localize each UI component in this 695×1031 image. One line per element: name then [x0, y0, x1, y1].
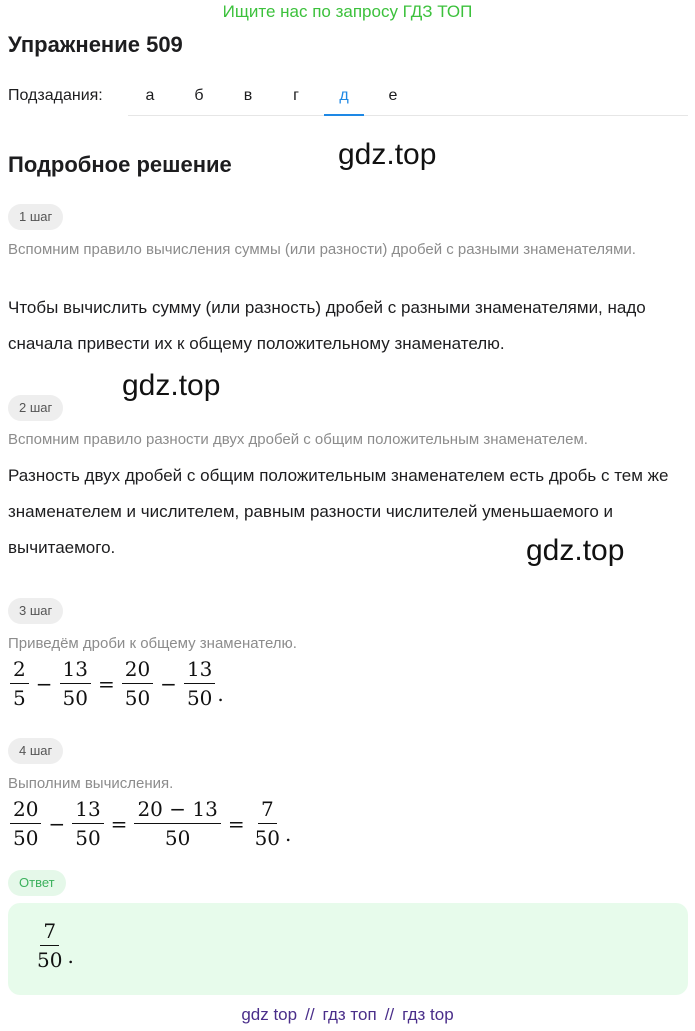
- step-2-badge: 2 шаг: [8, 395, 63, 421]
- denominator: 50: [62, 686, 88, 710]
- tab-b[interactable]: б: [194, 87, 204, 104]
- denominator: 50: [13, 826, 39, 850]
- numerator: 13: [72, 797, 103, 824]
- numerator: 20 − 13: [134, 797, 220, 824]
- numerator: 13: [184, 657, 215, 684]
- fraction: [60, 657, 91, 710]
- fraction: [34, 919, 65, 972]
- denominator: 50: [75, 826, 101, 850]
- minus-sign: −: [48, 811, 66, 836]
- watermark: gdz.top: [338, 138, 437, 171]
- equals-sign: =: [110, 811, 128, 836]
- period: .: [67, 944, 74, 968]
- denominator: 50: [37, 948, 63, 972]
- fraction: [134, 797, 220, 850]
- numerator: 20: [10, 797, 41, 824]
- step-4-hint: Выполним вычисления.: [8, 775, 174, 792]
- fraction: [10, 797, 41, 850]
- answer-badge: Ответ: [8, 870, 66, 896]
- period: .: [285, 822, 292, 846]
- equals-sign: =: [227, 811, 245, 836]
- watermark: gdz.top: [526, 534, 625, 567]
- equals-sign: =: [97, 671, 115, 696]
- step-3-equation: [8, 657, 224, 710]
- footer-link[interactable]: гдз top: [402, 1005, 454, 1024]
- tab-e[interactable]: е: [388, 87, 398, 104]
- footer-separator: //: [305, 1005, 315, 1024]
- numerator: 20: [122, 657, 153, 684]
- tab-g[interactable]: г: [293, 87, 299, 104]
- denominator: 50: [164, 826, 191, 850]
- answer-value: [32, 919, 74, 972]
- footer-separator: //: [384, 1005, 395, 1024]
- numerator: 7: [40, 919, 59, 946]
- numerator: 7: [258, 797, 277, 824]
- footer-links: [0, 1005, 695, 1025]
- minus-sign: −: [160, 671, 177, 696]
- solution-heading: Подробное решение: [8, 152, 232, 177]
- step-4-badge: 4 шаг: [8, 738, 63, 764]
- denominator: 50: [186, 686, 213, 710]
- step-1-text: Чтобы вычислить сумму (или разность) дробей с разными знаменателями, надо сначала привести их к общему положительному знаменателю.: [8, 298, 646, 353]
- numerator: 13: [60, 657, 91, 684]
- tab-a[interactable]: а: [145, 87, 155, 104]
- step-4-equation: [8, 797, 291, 850]
- tab-v[interactable]: в: [243, 87, 253, 104]
- step-1-hint: Вспомним правило вычисления суммы (или разности) дробей с разными знаменателями.: [8, 241, 636, 258]
- promo-banner: Ищите нас по запросу ГДЗ ТОП: [222, 2, 473, 21]
- subtasks-label: Подзадания:: [8, 87, 103, 104]
- watermark: gdz.top: [122, 369, 221, 402]
- step-3-badge: 3 шаг: [8, 598, 63, 624]
- denominator: 5: [13, 686, 26, 710]
- fraction: [72, 797, 103, 850]
- step-2-hint: Вспомним правило разности двух дробей с общим положительным знаменателем.: [8, 431, 588, 448]
- denominator: 50: [124, 686, 151, 710]
- tab-d[interactable]: д: [324, 74, 364, 116]
- footer-link[interactable]: гдз топ: [322, 1005, 377, 1024]
- answer-box: [8, 903, 688, 995]
- numerator: 2: [10, 657, 29, 684]
- step-1-badge: 1 шаг: [8, 204, 63, 230]
- minus-sign: −: [35, 671, 53, 696]
- fraction: [184, 657, 215, 710]
- period: .: [217, 682, 224, 706]
- page-title: Упражнение 509: [8, 32, 183, 57]
- step-2-text: Разность двух дробей с общим положительным знаменателем есть дробь с тем же знаменателем и числителем, равным разности числителей уменьшаемого и вычитаемого.: [8, 466, 669, 557]
- fraction: [122, 657, 153, 710]
- fraction: [252, 797, 283, 850]
- footer-link[interactable]: gdz top: [241, 1005, 298, 1024]
- fraction: [10, 657, 29, 710]
- denominator: 50: [254, 826, 281, 850]
- subtask-tabs: [128, 74, 688, 116]
- step-3-hint: Приведём дроби к общему знаменателю.: [8, 635, 297, 652]
